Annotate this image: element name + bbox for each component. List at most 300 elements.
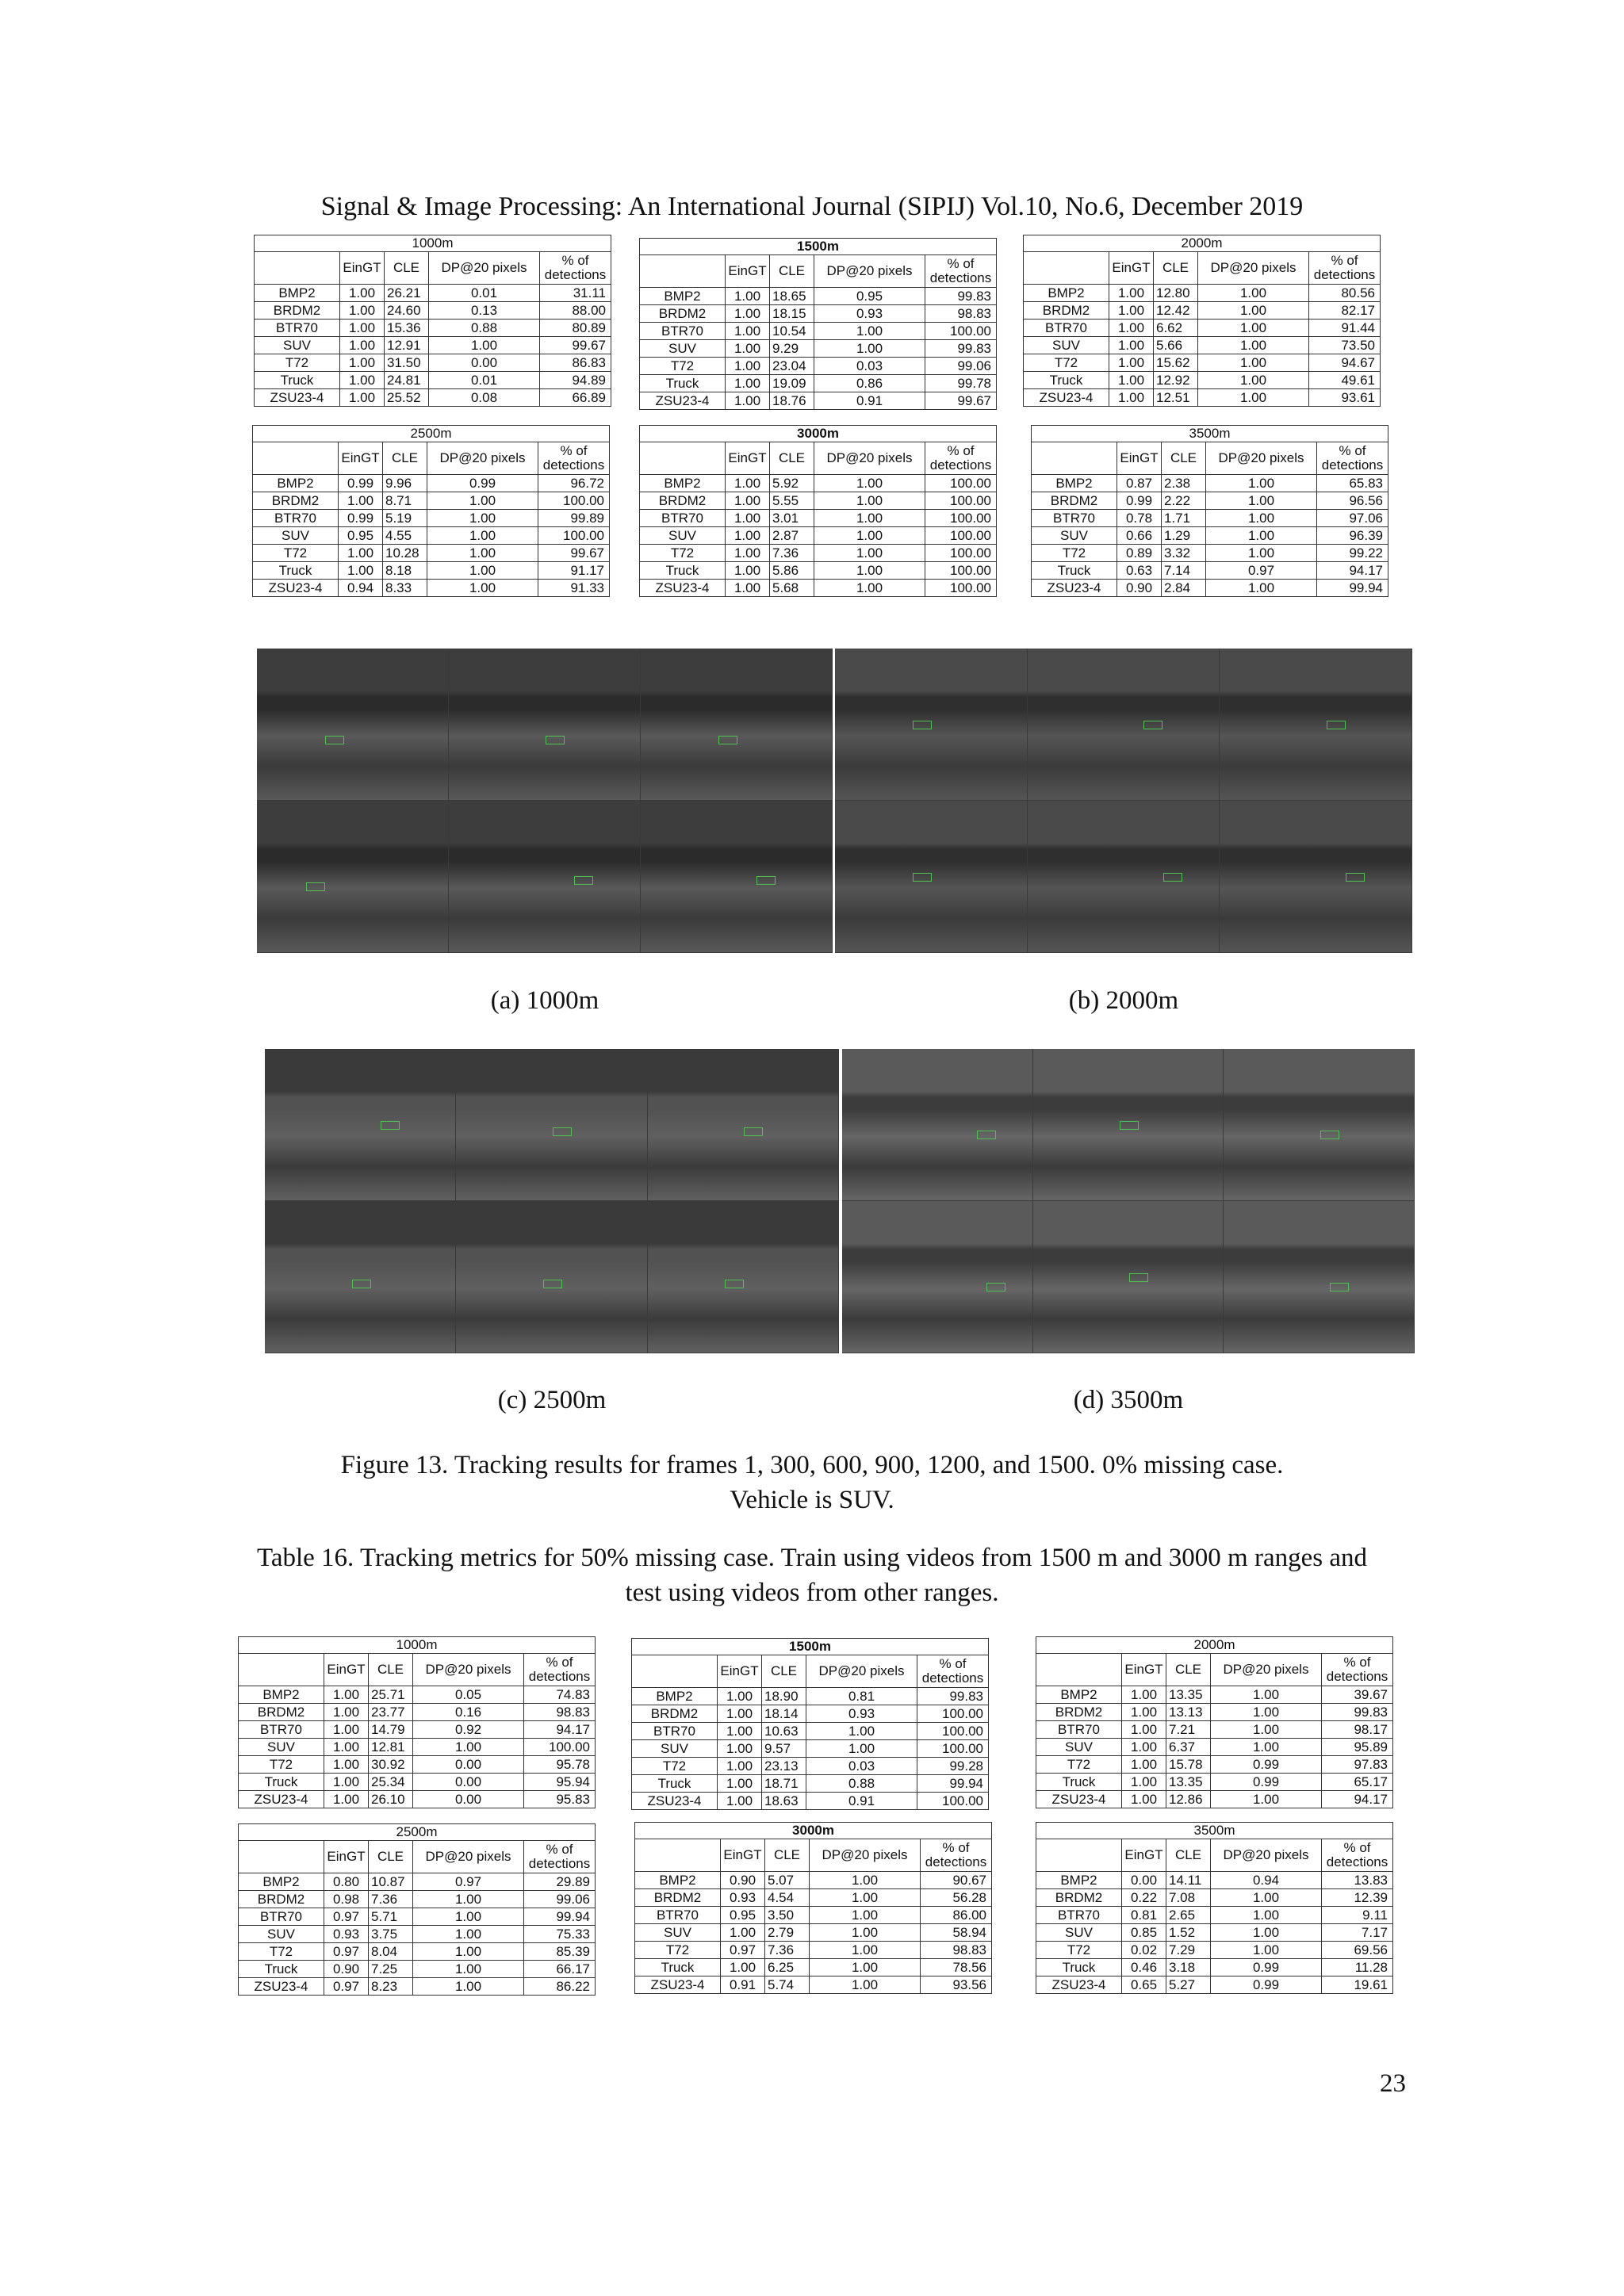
metric-cell: 0.95 xyxy=(339,527,383,545)
table-row xyxy=(640,305,997,323)
metric-cell: 5.55 xyxy=(770,492,814,510)
metric-cell: 99.06 xyxy=(524,1891,596,1908)
metric-cell: 86.22 xyxy=(524,1978,596,1996)
table-row xyxy=(255,389,611,407)
table-row xyxy=(632,1740,989,1758)
figure-caption xyxy=(0,1448,1624,1517)
metric-cell: 0.99 xyxy=(1211,1959,1322,1976)
metric-cell: 5.68 xyxy=(770,580,814,597)
table-row xyxy=(1036,1889,1393,1907)
column-header xyxy=(239,1841,324,1873)
metric-cell: 4.54 xyxy=(765,1889,810,1907)
vehicle-cell: Truck xyxy=(239,1774,324,1791)
metric-cell: 1.00 xyxy=(427,527,538,545)
metric-cell: 0.94 xyxy=(1211,1872,1322,1889)
metric-cell: 18.15 xyxy=(770,305,814,323)
metric-cell: 1.00 xyxy=(324,1721,369,1739)
tracking-frame xyxy=(456,1201,646,1353)
metric-cell: 0.99 xyxy=(427,475,538,492)
metric-cell: 96.39 xyxy=(1317,527,1388,545)
column-header: DP@20 pixels xyxy=(413,1841,524,1873)
metric-cell: 73.50 xyxy=(1309,337,1381,354)
metric-cell: 0.91 xyxy=(806,1793,917,1810)
metric-cell: 12.81 xyxy=(369,1739,413,1756)
table-row xyxy=(239,1704,596,1721)
metric-cell: 0.13 xyxy=(429,302,540,320)
metric-cell: 1.00 xyxy=(1109,337,1154,354)
column-header: CLE xyxy=(1154,252,1198,285)
column-header xyxy=(253,442,339,475)
vehicle-cell: SUV xyxy=(1024,337,1109,354)
metrics-table-3000m xyxy=(634,1822,992,1994)
table-row xyxy=(1036,1872,1393,1889)
vehicle-cell: BRDM2 xyxy=(239,1704,324,1721)
metric-cell: 1.00 xyxy=(726,288,770,305)
metric-cell: 14.11 xyxy=(1166,1872,1211,1889)
metric-cell: 1.00 xyxy=(1211,1686,1322,1704)
column-header: DP@20 pixels xyxy=(1206,442,1317,475)
metric-cell: 3.32 xyxy=(1162,545,1206,562)
vehicle-cell: Truck xyxy=(1036,1959,1122,1976)
tracking-box xyxy=(1320,1131,1339,1139)
table-row xyxy=(632,1775,989,1793)
metric-cell: 10.63 xyxy=(762,1723,806,1740)
metric-cell: 0.08 xyxy=(429,389,540,407)
vehicle-cell: SUV xyxy=(632,1740,718,1758)
metric-cell: 1.00 xyxy=(718,1775,762,1793)
table-row xyxy=(640,492,997,510)
metric-cell: 13.13 xyxy=(1166,1704,1211,1721)
vehicle-cell: BMP2 xyxy=(255,285,340,302)
metric-cell: 65.17 xyxy=(1322,1774,1393,1791)
metric-cell: 1.00 xyxy=(324,1774,369,1791)
metric-cell: 1.00 xyxy=(1122,1774,1166,1791)
vehicle-cell: BTR70 xyxy=(640,323,726,340)
metric-cell: 12.80 xyxy=(1154,285,1198,302)
table-range-title: 1500m xyxy=(632,1639,989,1655)
metric-cell: 0.88 xyxy=(429,320,540,337)
metric-cell: 18.65 xyxy=(770,288,814,305)
table-row xyxy=(239,1873,596,1891)
column-header: CLE xyxy=(762,1655,806,1688)
metric-cell: 1.00 xyxy=(1211,1924,1322,1942)
vehicle-cell: T72 xyxy=(1032,545,1117,562)
table-range-title: 3500m xyxy=(1032,426,1388,442)
metric-cell: 69.56 xyxy=(1322,1942,1393,1959)
table-row xyxy=(640,340,997,358)
metric-cell: 10.54 xyxy=(770,323,814,340)
tracking-box xyxy=(913,721,932,729)
column-header: DP@20 pixels xyxy=(429,252,540,285)
metric-cell: 7.36 xyxy=(770,545,814,562)
column-header: CLE xyxy=(369,1841,413,1873)
column-header: EinGT xyxy=(324,1841,369,1873)
metric-cell: 7.29 xyxy=(1166,1942,1211,1959)
vehicle-cell: BMP2 xyxy=(1032,475,1117,492)
metric-cell: 100.00 xyxy=(925,323,997,340)
metric-cell: 66.17 xyxy=(524,1961,596,1978)
metric-cell: 5.66 xyxy=(1154,337,1198,354)
metric-cell: 0.94 xyxy=(339,580,383,597)
metric-cell: 1.00 xyxy=(1211,1791,1322,1808)
table-row xyxy=(640,580,997,597)
tracking-frame xyxy=(449,801,640,952)
metric-cell: 1.00 xyxy=(413,1943,524,1961)
vehicle-cell: SUV xyxy=(635,1924,721,1942)
metric-cell: 11.28 xyxy=(1322,1959,1393,1976)
vehicle-cell: BMP2 xyxy=(640,475,726,492)
table-row xyxy=(1036,1924,1393,1942)
vehicle-cell: SUV xyxy=(1032,527,1117,545)
vehicle-cell: ZSU23-4 xyxy=(1024,389,1109,407)
column-header: DP@20 pixels xyxy=(810,1839,921,1872)
metric-cell: 1.00 xyxy=(1198,372,1309,389)
table-row xyxy=(239,1978,596,1996)
metrics-table-1000m xyxy=(238,1636,596,1808)
column-header: CLE xyxy=(383,442,427,475)
table-row xyxy=(239,1774,596,1791)
column-header xyxy=(1036,1654,1122,1686)
metric-cell: 0.81 xyxy=(1122,1907,1166,1924)
column-header: DP@20 pixels xyxy=(1198,252,1309,285)
metric-cell: 5.92 xyxy=(770,475,814,492)
vehicle-cell: SUV xyxy=(239,1926,324,1943)
figure-caption-line2: Vehicle is SUV. xyxy=(730,1486,894,1514)
table-row xyxy=(640,323,997,340)
metric-cell: 0.00 xyxy=(1122,1872,1166,1889)
vehicle-cell: T72 xyxy=(1024,354,1109,372)
metric-cell: 74.83 xyxy=(524,1686,596,1704)
table-row xyxy=(1024,285,1381,302)
metric-cell: 0.99 xyxy=(1211,1756,1322,1774)
tracking-box xyxy=(1346,873,1365,882)
metric-cell: 25.52 xyxy=(385,389,429,407)
metric-cell: 1.00 xyxy=(340,354,385,372)
tracking-frame xyxy=(842,1201,1032,1353)
vehicle-cell: BMP2 xyxy=(239,1686,324,1704)
column-header: % of detections xyxy=(524,1841,596,1873)
tracking-box xyxy=(352,1280,371,1288)
metric-cell: 1.00 xyxy=(718,1705,762,1723)
metric-cell: 96.72 xyxy=(538,475,610,492)
tracking-frame xyxy=(265,1049,455,1200)
metric-cell: 1.00 xyxy=(814,510,925,527)
metric-cell: 1.00 xyxy=(726,545,770,562)
column-header: DP@20 pixels xyxy=(814,255,925,288)
table16-caption xyxy=(0,1540,1624,1610)
metric-cell: 99.67 xyxy=(925,392,997,410)
metric-cell: 0.63 xyxy=(1117,562,1162,580)
metric-cell: 7.21 xyxy=(1166,1721,1211,1739)
metric-cell: 9.57 xyxy=(762,1740,806,1758)
metric-cell: 1.00 xyxy=(810,1959,921,1976)
metric-cell: 1.00 xyxy=(726,323,770,340)
metric-cell: 1.00 xyxy=(1198,285,1309,302)
metric-cell: 0.97 xyxy=(324,1978,369,1996)
column-header: CLE xyxy=(1162,442,1206,475)
metric-cell: 7.36 xyxy=(369,1891,413,1908)
table-row xyxy=(1036,1942,1393,1959)
metric-cell: 7.08 xyxy=(1166,1889,1211,1907)
tracking-frame xyxy=(835,649,1027,800)
column-header xyxy=(640,442,726,475)
table-row xyxy=(1032,580,1388,597)
vehicle-cell: Truck xyxy=(632,1775,718,1793)
metric-cell: 1.00 xyxy=(1122,1739,1166,1756)
vehicle-cell: T72 xyxy=(635,1942,721,1959)
vehicle-cell: BMP2 xyxy=(632,1688,718,1705)
metric-cell: 1.00 xyxy=(324,1704,369,1721)
vehicle-cell: T72 xyxy=(1036,1942,1122,1959)
metric-cell: 1.00 xyxy=(814,492,925,510)
table-row xyxy=(253,545,610,562)
metric-cell: 3.01 xyxy=(770,510,814,527)
metric-cell: 0.89 xyxy=(1117,545,1162,562)
metric-cell: 94.17 xyxy=(1317,562,1388,580)
metric-cell: 19.61 xyxy=(1322,1976,1393,1994)
vehicle-cell: BTR70 xyxy=(1024,320,1109,337)
metric-cell: 91.17 xyxy=(538,562,610,580)
subfigure-label-c: (c) 2500m xyxy=(497,1386,607,1414)
table-row xyxy=(640,375,997,392)
table-row xyxy=(1036,1907,1393,1924)
tracking-frame xyxy=(648,1049,838,1200)
vehicle-cell: BRDM2 xyxy=(239,1891,324,1908)
metric-cell: 1.00 xyxy=(814,475,925,492)
metric-cell: 1.00 xyxy=(413,1908,524,1926)
metric-cell: 1.00 xyxy=(814,580,925,597)
metric-cell: 1.00 xyxy=(810,1942,921,1959)
metric-cell: 1.00 xyxy=(324,1791,369,1808)
metric-cell: 2.84 xyxy=(1162,580,1206,597)
tracking-frame xyxy=(1220,649,1411,800)
metric-cell: 24.81 xyxy=(385,372,429,389)
metric-cell: 100.00 xyxy=(925,510,997,527)
metric-cell: 0.88 xyxy=(806,1775,917,1793)
metric-cell: 0.93 xyxy=(814,305,925,323)
vehicle-cell: Truck xyxy=(1036,1774,1122,1791)
metric-cell: 1.00 xyxy=(427,545,538,562)
metric-cell: 93.61 xyxy=(1309,389,1381,407)
metric-cell: 9.96 xyxy=(383,475,427,492)
column-header: % of detections xyxy=(540,252,611,285)
metric-cell: 0.00 xyxy=(413,1756,524,1774)
metric-cell: 0.66 xyxy=(1117,527,1162,545)
tracking-box xyxy=(1129,1273,1148,1282)
metric-cell: 99.28 xyxy=(917,1758,989,1775)
metric-cell: 13.35 xyxy=(1166,1774,1211,1791)
metric-cell: 24.60 xyxy=(385,302,429,320)
column-header: CLE xyxy=(770,255,814,288)
vehicle-cell: BMP2 xyxy=(239,1873,324,1891)
vehicle-cell: BRDM2 xyxy=(640,305,726,323)
metric-cell: 65.83 xyxy=(1317,475,1388,492)
table-row xyxy=(635,1872,992,1889)
metric-cell: 8.71 xyxy=(383,492,427,510)
metric-cell: 9.29 xyxy=(770,340,814,358)
column-header: EinGT xyxy=(1122,1654,1166,1686)
table16-caption-line1: Table 16. Tracking metrics for 50% missing case. Train using videos from 1500 m and 3000 m ranges and xyxy=(256,1544,1368,1572)
metric-cell: 15.62 xyxy=(1154,354,1198,372)
metric-cell: 8.33 xyxy=(383,580,427,597)
metrics-table-1000m xyxy=(254,235,611,407)
table16-caption-line2: test using videos from other ranges. xyxy=(625,1578,999,1607)
metric-cell: 9.11 xyxy=(1322,1907,1393,1924)
column-header: EinGT xyxy=(726,442,770,475)
tracking-frame xyxy=(1224,1201,1414,1353)
metric-cell: 0.95 xyxy=(814,288,925,305)
metric-cell: 0.91 xyxy=(721,1976,765,1994)
table-row xyxy=(1024,389,1381,407)
metric-cell: 100.00 xyxy=(925,545,997,562)
column-header: DP@20 pixels xyxy=(814,442,925,475)
metrics-table-2000m xyxy=(1023,235,1381,407)
metric-cell: 1.00 xyxy=(814,527,925,545)
tracking-box xyxy=(1330,1283,1349,1292)
table-row xyxy=(239,1686,596,1704)
metric-cell: 0.97 xyxy=(1206,562,1317,580)
metric-cell: 1.00 xyxy=(726,492,770,510)
metric-cell: 78.56 xyxy=(921,1959,992,1976)
vehicle-cell: BTR70 xyxy=(239,1721,324,1739)
metric-cell: 97.06 xyxy=(1317,510,1388,527)
metric-cell: 1.00 xyxy=(726,527,770,545)
metric-cell: 18.63 xyxy=(762,1793,806,1810)
metric-cell: 1.00 xyxy=(1211,1907,1322,1924)
metric-cell: 0.86 xyxy=(814,375,925,392)
metric-cell: 94.67 xyxy=(1309,354,1381,372)
metric-cell: 1.00 xyxy=(718,1740,762,1758)
vehicle-cell: BMP2 xyxy=(1024,285,1109,302)
metric-cell: 1.00 xyxy=(429,337,540,354)
metric-cell: 0.97 xyxy=(721,1942,765,1959)
metric-cell: 23.04 xyxy=(770,358,814,375)
metric-cell: 5.07 xyxy=(765,1872,810,1889)
vehicle-cell: BTR70 xyxy=(255,320,340,337)
vehicle-cell: BMP2 xyxy=(1036,1872,1122,1889)
table-range-title: 1000m xyxy=(255,235,611,252)
vehicle-cell: SUV xyxy=(640,340,726,358)
tracking-box xyxy=(1327,721,1346,729)
metric-cell: 1.00 xyxy=(1206,475,1317,492)
metric-cell: 91.33 xyxy=(538,580,610,597)
metric-cell: 1.00 xyxy=(427,492,538,510)
column-header: DP@20 pixels xyxy=(427,442,538,475)
metric-cell: 1.00 xyxy=(1206,492,1317,510)
metric-cell: 7.36 xyxy=(765,1942,810,1959)
tracking-box xyxy=(1163,873,1182,882)
metric-cell: 1.00 xyxy=(340,389,385,407)
tracking-box xyxy=(1120,1121,1139,1130)
metric-cell: 100.00 xyxy=(917,1740,989,1758)
metric-cell: 0.03 xyxy=(806,1758,917,1775)
table-row xyxy=(253,562,610,580)
metric-cell: 0.00 xyxy=(429,354,540,372)
metric-cell: 99.89 xyxy=(538,510,610,527)
column-header: % of detections xyxy=(524,1654,596,1686)
table-row xyxy=(1036,1756,1393,1774)
metric-cell: 1.00 xyxy=(1109,302,1154,320)
table-row xyxy=(1024,372,1381,389)
column-header: EinGT xyxy=(1117,442,1162,475)
metric-cell: 1.00 xyxy=(413,1961,524,1978)
table-row xyxy=(1032,475,1388,492)
vehicle-cell: BRDM2 xyxy=(635,1889,721,1907)
table-row xyxy=(635,1959,992,1976)
metric-cell: 1.00 xyxy=(1198,389,1309,407)
figure-panel-d xyxy=(842,1049,1415,1353)
vehicle-cell: ZSU23-4 xyxy=(1032,580,1117,597)
metric-cell: 100.00 xyxy=(925,475,997,492)
table-row xyxy=(1036,1739,1393,1756)
metric-cell: 12.39 xyxy=(1322,1889,1393,1907)
metric-cell: 1.00 xyxy=(1206,527,1317,545)
metric-cell: 1.00 xyxy=(339,545,383,562)
vehicle-cell: SUV xyxy=(1036,1739,1122,1756)
column-header: % of detections xyxy=(921,1839,992,1872)
metric-cell: 2.79 xyxy=(765,1924,810,1942)
metric-cell: 0.85 xyxy=(1122,1924,1166,1942)
metric-cell: 12.51 xyxy=(1154,389,1198,407)
vehicle-cell: ZSU23-4 xyxy=(253,580,339,597)
column-header: % of detections xyxy=(925,442,997,475)
table-row xyxy=(255,285,611,302)
metric-cell: 5.19 xyxy=(383,510,427,527)
vehicle-cell: ZSU23-4 xyxy=(640,580,726,597)
column-header xyxy=(239,1654,324,1686)
column-header: CLE xyxy=(1166,1654,1211,1686)
tracking-frame xyxy=(1028,801,1220,952)
metric-cell: 0.05 xyxy=(413,1686,524,1704)
column-header: DP@20 pixels xyxy=(1211,1839,1322,1872)
vehicle-cell: BMP2 xyxy=(1036,1686,1122,1704)
column-header xyxy=(1036,1839,1122,1872)
metric-cell: 0.92 xyxy=(413,1721,524,1739)
metric-cell: 0.99 xyxy=(1211,1976,1322,1994)
metric-cell: 23.13 xyxy=(762,1758,806,1775)
metric-cell: 100.00 xyxy=(925,492,997,510)
metric-cell: 2.38 xyxy=(1162,475,1206,492)
metric-cell: 99.83 xyxy=(1322,1704,1393,1721)
metric-cell: 1.00 xyxy=(339,492,383,510)
metric-cell: 1.00 xyxy=(1211,1739,1322,1756)
vehicle-cell: ZSU23-4 xyxy=(239,1791,324,1808)
table-row xyxy=(1024,302,1381,320)
metric-cell: 6.37 xyxy=(1166,1739,1211,1756)
metric-cell: 1.00 xyxy=(413,1926,524,1943)
vehicle-cell: ZSU23-4 xyxy=(239,1978,324,1996)
vehicle-cell: BMP2 xyxy=(635,1872,721,1889)
vehicle-cell: BRDM2 xyxy=(1036,1889,1122,1907)
column-header: CLE xyxy=(765,1839,810,1872)
metric-cell: 12.86 xyxy=(1166,1791,1211,1808)
tracking-box xyxy=(986,1283,1005,1292)
metric-cell: 1.00 xyxy=(1109,389,1154,407)
metric-cell: 0.90 xyxy=(1117,580,1162,597)
metric-cell: 86.83 xyxy=(540,354,611,372)
vehicle-cell: T72 xyxy=(239,1943,324,1961)
column-header: CLE xyxy=(369,1654,413,1686)
metric-cell: 1.00 xyxy=(810,1872,921,1889)
metric-cell: 93.56 xyxy=(921,1976,992,1994)
metric-cell: 1.00 xyxy=(721,1959,765,1976)
table-row xyxy=(239,1791,596,1808)
metric-cell: 94.17 xyxy=(1322,1791,1393,1808)
column-header xyxy=(1032,442,1117,475)
column-header: CLE xyxy=(385,252,429,285)
table-row xyxy=(253,492,610,510)
metric-cell: 1.00 xyxy=(1198,337,1309,354)
